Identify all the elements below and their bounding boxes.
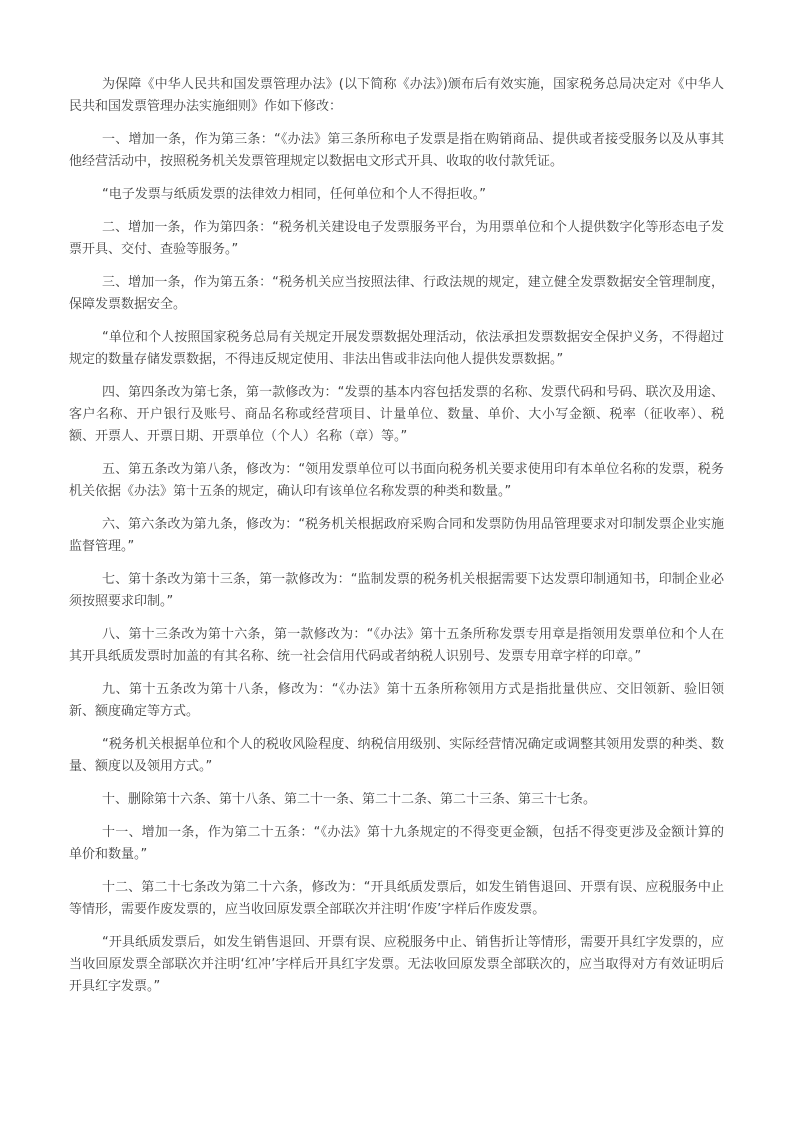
paragraph-item-9-quote: “税务机关根据单位和个人的税收风险程度、纳税信用级别、实际经营情况确定或调整其领用发票的种类、数量、额度以及领用方式。”: [69, 737, 724, 774]
paragraph-item-9: 九、第十五条改为第十八条，修改为：“《办法》第十五条所称领用方式是指批量供应、交旧领新、验旧领新、额度确定等方式。: [69, 682, 724, 719]
paragraph-item-2: 二、增加一条，作为第四条：“税务机关建设电子发票服务平台，为用票单位和个人提供数字化等形态电子发票开具、交付、查验等服务。”: [69, 220, 724, 257]
paragraph-item-3-quote: “单位和个人按照国家税务总局有关规定开展发票数据处理活动，依法承担发票数据安全保护义务，不得超过规定的数量存储发票数据，不得违反规定使用、非法出售或非法向他人提供发票数据。”: [69, 330, 724, 367]
paragraph-item-1: 一、增加一条，作为第三条：“《办法》第三条所称电子发票是指在购销商品、提供或者接受服务以及从事其他经营活动中，按照税务机关发票管理规定以数据电文形式开具、收取的收付款凭证。: [69, 132, 724, 169]
paragraph-item-7: 七、第十条改为第十三条，第一款修改为：“监制发票的税务机关根据需要下达发票印制通知书，印制企业必须按照要求印制。”: [69, 572, 724, 609]
paragraph-intro: 为保障《中华人民共和国发票管理办法》(以下简称《办法》)颁布后有效实施，国家税务总局决定对《中华人民共和国发票管理办法实施细则》作如下修改：: [69, 77, 724, 114]
paragraph-item-10: 十、删除第十六条、第十八条、第二十一条、第二十二条、第二十三条、第三十七条。: [102, 792, 597, 807]
paragraph-item-5: 五、第五条改为第八条，修改为：“领用发票单位可以书面向税务机关要求使用印有本单位名称的发票，税务机关依据《办法》第十五条的规定，确认印有该单位名称发票的种类和数量。”: [69, 462, 724, 499]
paragraph-item-6: 六、第六条改为第九条，修改为：“税务机关根据政府采购合同和发票防伪用品管理要求对印制发票企业实施监督管理。”: [69, 517, 724, 554]
paragraph-item-12: 十二、第二十七条改为第二十六条，修改为：“开具纸质发票后，如发生销售退回、开票有误、应税服务中止等情形，需要作废发票的，应当收回原发票全部联次并注明‘作废’字样后作废发票。: [69, 880, 724, 917]
document-page: [69, 0, 724, 1069]
paragraph-item-12-quote: “开具纸质发票后，如发生销售退回、开票有误、应税服务中止、销售折让等情形，需要开具红字发票的，应当收回原发票全部联次并注明‘红冲’字样后开具红字发票。无法收回原发票全部联次的，应当取得对方有效证明后开具红字发票。”: [69, 935, 724, 994]
paragraph-item-3: 三、增加一条，作为第五条：“税务机关应当按照法律、行政法规的规定，建立健全发票数据安全管理制度，保障发票数据安全。: [69, 275, 724, 312]
paragraph-item-8: 八、第十三条改为第十六条，第一款修改为：“《办法》第十五条所称发票专用章是指领用发票单位和个人在其开具纸质发票时加盖的有其名称、统一社会信用代码或者纳税人识别号、发票专用章字样的印章。”: [69, 627, 724, 664]
paragraph-item-1-quote: “电子发票与纸质发票的法律效力相同，任何单位和个人不得拒收。”: [102, 187, 486, 202]
paragraph-item-11: 十一、增加一条，作为第二十五条：“《办法》第十九条规定的不得变更金额，包括不得变更涉及金额计算的单价和数量。”: [69, 825, 724, 862]
paragraph-item-4: 四、第四条改为第七条，第一款修改为：“发票的基本内容包括发票的名称、发票代码和号码、联次及用途、客户名称、开户银行及账号、商品名称或经营项目、计量单位、数量、单价、大小写金额、税率（征收率）、税额、开票人、开票日期、开票单位（个人）名称（章）等。”: [69, 385, 724, 444]
